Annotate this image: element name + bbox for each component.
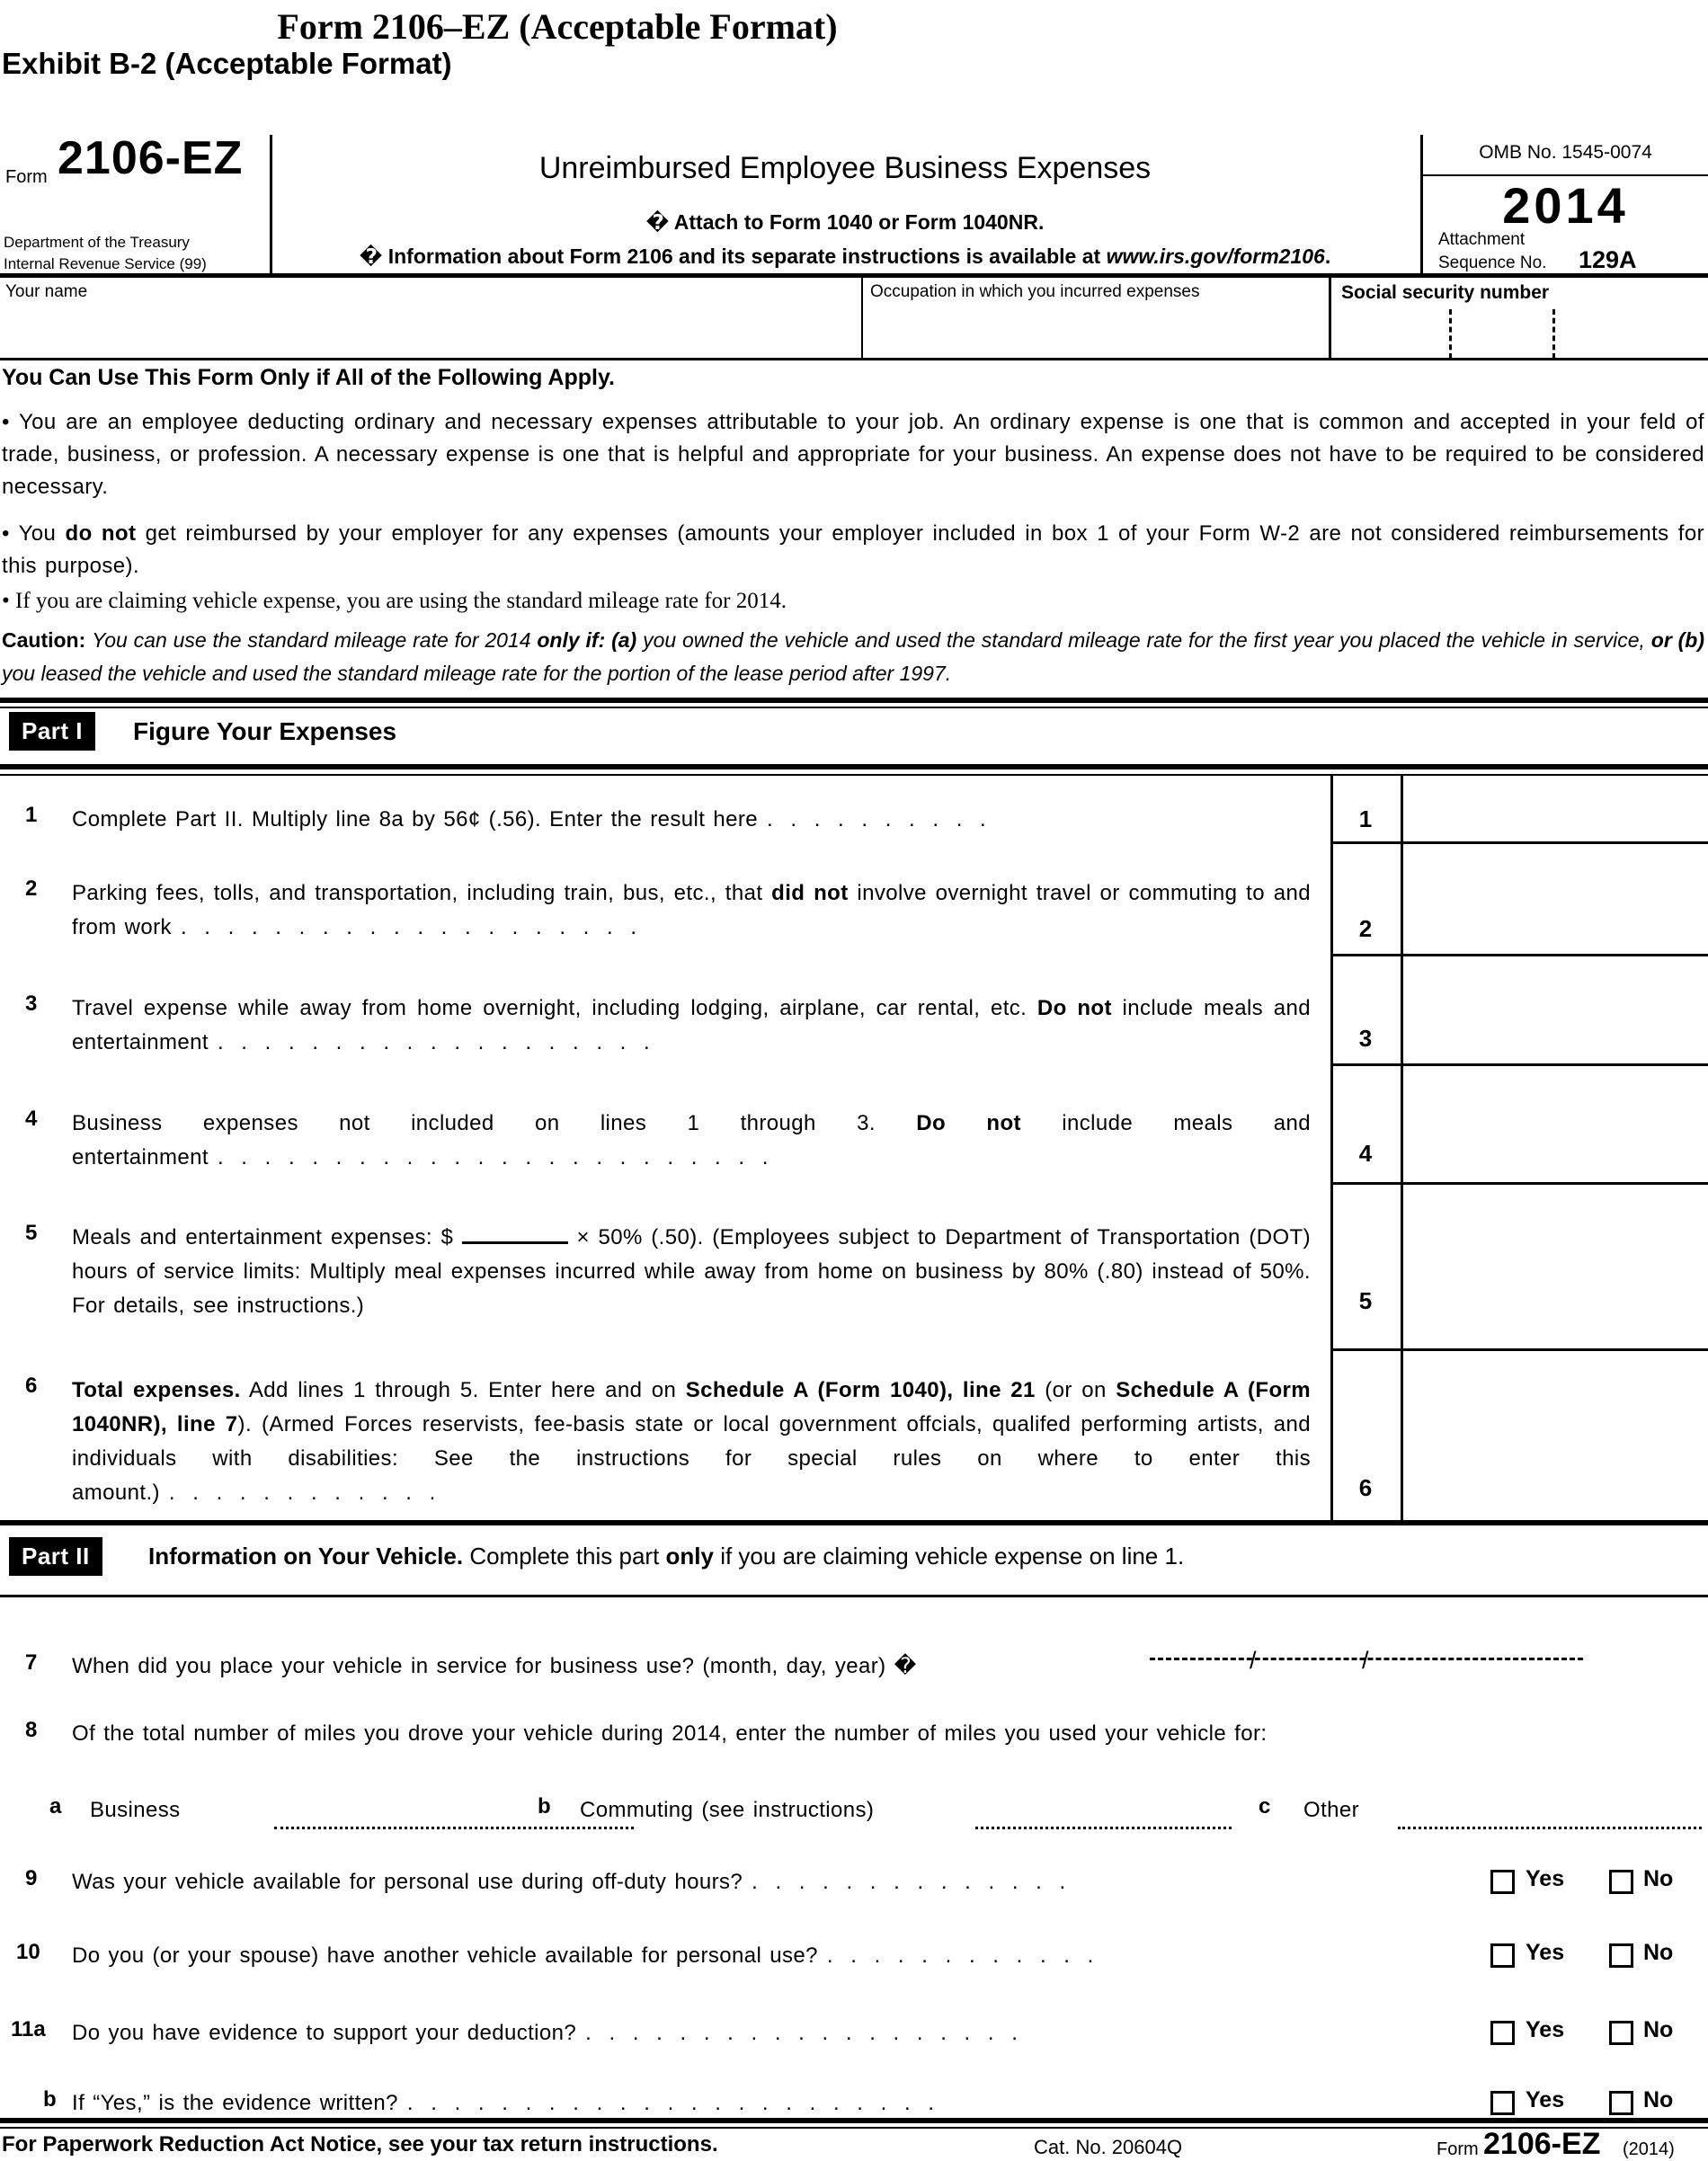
- part1-label: Part I: [9, 712, 95, 751]
- line-11b-yes-checkbox[interactable]: [1490, 2091, 1515, 2115]
- line-6-amount-cell[interactable]: [1404, 1351, 1706, 1520]
- eligibility-bullet-3: • If you are claiming vehicle expense, you are using the standard mileage rate for 2014.: [2, 589, 787, 613]
- info-instruction: � Information about Form 2106 and its separate instructions is available at www.irs.gov/form2106.: [359, 245, 1331, 268]
- identity-divider-2: [1329, 278, 1331, 359]
- line-5-meal-amount-field[interactable]: [449, 1221, 566, 1255]
- part1-title: Figure Your Expenses: [133, 717, 397, 745]
- other-miles-field[interactable]: [1398, 1800, 1702, 1829]
- line-4-amount-cell[interactable]: [1404, 1066, 1706, 1182]
- part2-heading: Information on Your Vehicle. Complete this part only if you are claiming vehicle expense on line 1.: [148, 1543, 1185, 1570]
- line-10-yes-checkbox[interactable]: [1490, 1943, 1515, 1968]
- attach-instruction: � Attach to Form 1040 or Form 1040NR.: [645, 210, 1045, 234]
- line-5-amount-cell[interactable]: [1404, 1185, 1706, 1348]
- irs-label: Internal Revenue Service (99): [4, 255, 207, 272]
- line-7-date-slash-2: /: [1362, 1647, 1369, 1674]
- footer-year: (2014): [1623, 2139, 1675, 2159]
- line-6-text: [72, 1374, 1311, 1510]
- line-3-box-number: 3: [1358, 1025, 1373, 1052]
- ssn-field[interactable]: [1339, 304, 1699, 356]
- line-1-leader: . . . . . . . . . .: [767, 807, 986, 831]
- attachment-label: Attachment: [1438, 230, 1526, 249]
- footer-thin-rule: [0, 2127, 1708, 2129]
- commuting-miles-field[interactable]: [975, 1800, 1232, 1829]
- header-bottom-rule: [0, 273, 1708, 278]
- line-8a-letter: a: [49, 1794, 62, 1819]
- line-10-text: [72, 1940, 1474, 1972]
- part1-top-thin-rule: [0, 707, 1708, 708]
- sequence-label: Sequence No.: [1438, 253, 1547, 272]
- line-5-number: 5: [25, 1221, 38, 1245]
- line-8c-letter: c: [1259, 1794, 1271, 1819]
- line-11a-yes-checkbox[interactable]: [1490, 2021, 1515, 2045]
- part1-table-thick-rule: [0, 764, 1708, 769]
- identity-bottom-rule: [0, 358, 1708, 360]
- line-1-text: [72, 803, 1311, 837]
- line-5-text: [72, 1221, 1311, 1323]
- line-9-no-checkbox[interactable]: [1609, 1870, 1633, 1894]
- line-11a-yes-label: Yes: [1526, 2017, 1565, 2042]
- line-9-yes-label: Yes: [1526, 1866, 1565, 1891]
- eligibility-heading: You Can Use This Form Only if All of the Following Apply.: [2, 365, 615, 390]
- line-4-text-body: Business expenses not included on lines 1 through 3. Do not include meals and entertainment: [72, 1111, 1312, 1169]
- line-7-date-slash-1: /: [1250, 1647, 1257, 1674]
- part1-top-thick-rule: [0, 698, 1708, 703]
- part2-heading-rule: [0, 1595, 1708, 1597]
- line-8b-letter: b: [538, 1794, 551, 1819]
- line-11a-text: [72, 2017, 1474, 2050]
- line-11a-question: Do you have evidence to support your deduction?: [72, 2021, 577, 2045]
- line-2-text-body: Parking fees, tolls, and transportation, including train, bus, etc., that did not involve overnight travel or commuting to and from work: [72, 881, 1311, 939]
- line-11a-number: 11a: [11, 2017, 46, 2041]
- line-3-text-body: Travel expense while away from home overnight, including lodging, airplane, car rental, etc. Do not include meals and entertainment: [72, 996, 1311, 1054]
- eligibility-bullet-2: • You do not get reimbursed by your employer for any expenses (amounts your employer included in box 1 of your Form W-2 are not considered reimbursements for this purpose).: [2, 521, 1704, 578]
- line-9-leader: . . . . . . . . . . . . . .: [752, 1870, 1066, 1894]
- catalog-number: Cat. No. 20604Q: [1034, 2136, 1183, 2158]
- sequence-number: 129A: [1579, 246, 1637, 273]
- tax-year: 2014: [1502, 177, 1629, 234]
- line-10-no-label: No: [1643, 1940, 1674, 1965]
- footer-form-number: 2106-EZ: [1483, 2127, 1601, 2161]
- line-2-leader: . . . . . . . . . . . . . . . . . . . .: [180, 915, 637, 939]
- line-10-number: 10: [16, 1940, 40, 1964]
- number-column-right-rule: [1401, 776, 1403, 1520]
- line-6-box-number: 6: [1358, 1474, 1373, 1501]
- line-7-text: When did you place your vehicle in service for business use? (month, day, year) �: [72, 1654, 917, 1678]
- line-3-leader: . . . . . . . . . . . . . . . . . . .: [217, 1030, 650, 1054]
- line-11b-question: If “Yes,” is the evidence written?: [72, 2091, 398, 2115]
- line-9-yes-checkbox[interactable]: [1490, 1870, 1515, 1894]
- line-1-amount-cell[interactable]: [1404, 776, 1706, 841]
- line-9-question: Was your vehicle available for personal use during off-duty hours?: [72, 1870, 743, 1894]
- part2-label: Part II: [9, 1537, 102, 1576]
- line-1-number: 1: [25, 803, 38, 827]
- line-3-amount-cell[interactable]: [1404, 956, 1706, 1063]
- line-4-leader: . . . . . . . . . . . . . . . . . . . . . . . .: [217, 1145, 769, 1169]
- exhibit-title: Exhibit B-2 (Acceptable Format): [2, 47, 452, 80]
- line-1-box-number: 1: [1358, 805, 1373, 832]
- line-4-number: 4: [25, 1107, 38, 1131]
- line-6-leader: . . . . . . . . . . . .: [168, 1481, 436, 1505]
- line-11a-no-checkbox[interactable]: [1609, 2021, 1633, 2045]
- line-1-text-body: Complete Part II. Multiply line 8a by 56¢ (.56). Enter the result here: [72, 807, 759, 831]
- line-2-text: [72, 876, 1311, 945]
- identity-divider-1: [861, 278, 863, 359]
- line-10-question: Do you (or your spouse) have another vehicle available for personal use?: [72, 1943, 818, 1968]
- line-8b-label: Commuting (see instructions): [580, 1798, 875, 1822]
- line-6-number: 6: [25, 1374, 38, 1398]
- line-5-text-body: Meals and entertainment expenses: $ × 50% (.50). (Employees subject to Department of Transportation (DOT) hours of service limits: Multiply meal expenses incurred while away from home on business by 80% (.80) instead of 50%. For details, see instructions.): [72, 1225, 1311, 1318]
- line-8a-label: Business: [90, 1798, 181, 1822]
- line-11b-leader: . . . . . . . . . . . . . . . . . . . . . . .: [406, 2091, 934, 2115]
- line-3-text: [72, 992, 1311, 1060]
- line-4-text: [72, 1107, 1311, 1175]
- form-title: Unreimbursed Employee Business Expenses: [538, 151, 1152, 185]
- occupation-label: Occupation in which you incurred expenses: [870, 282, 1200, 301]
- line-2-box-number: 2: [1358, 915, 1373, 942]
- line-8-number: 8: [25, 1718, 38, 1742]
- line-6-text-body: Total expenses. Add lines 1 through 5. Enter here and on Schedule A (Form 1040), line 21 (or on Schedule A (Form 1040NR), line 7). (Armed Forces reservists, fee-basis state or local government offcials, qualifed performing artists, and individuals with disabilities: See the instructions for special rules on where to enter this amount.): [72, 1378, 1311, 1505]
- line-9-no-label: No: [1643, 1866, 1674, 1891]
- line-11b-yes-label: Yes: [1526, 2087, 1565, 2112]
- line-11b-text: [72, 2087, 1474, 2120]
- line-2-number: 2: [25, 876, 38, 901]
- part1-bottom-rule: [0, 1520, 1708, 1525]
- paperwork-notice: For Paperwork Reduction Act Notice, see your tax return instructions.: [2, 2132, 718, 2157]
- document-serif-title: Form 2106–EZ (Acceptable Format): [277, 6, 838, 47]
- ssn-label: Social security number: [1341, 282, 1550, 303]
- dept-treasury-label: Department of the Treasury: [4, 234, 190, 251]
- line-11b-no-checkbox[interactable]: [1609, 2091, 1633, 2115]
- line-10-yes-label: Yes: [1526, 1940, 1565, 1965]
- footer-form-word: Form: [1437, 2139, 1479, 2159]
- eligibility-bullet-1: • You are an employee deducting ordinary and necessary expenses attributable to your job. An ordinary expense is one that is common and accepted in your feld of trade, business, or profession. A necessary expense is one that is helpful and appropriate for your business. An expense does not have to be required to be considered necessary.: [2, 410, 1704, 499]
- line-10-no-checkbox[interactable]: [1609, 1943, 1633, 1968]
- line-8-text: Of the total number of miles you drove your vehicle during 2014, enter the number of miles you used your vehicle for:: [72, 1721, 1268, 1746]
- line-11a-no-label: No: [1643, 2017, 1674, 2042]
- form-word-label: Form: [5, 167, 48, 187]
- your-name-label: Your name: [5, 282, 88, 301]
- line-11b-letter: b: [43, 2087, 57, 2112]
- line-7-number: 7: [25, 1650, 38, 1675]
- line-11b-no-label: No: [1643, 2087, 1674, 2112]
- line-2-amount-cell[interactable]: [1404, 844, 1706, 954]
- line-4-box-number: 4: [1358, 1140, 1373, 1167]
- line-5-box-number: 5: [1358, 1287, 1373, 1314]
- line-10-leader: . . . . . . . . . . . .: [826, 1943, 1094, 1968]
- footer-thick-rule: [0, 2118, 1708, 2123]
- line-3-number: 3: [25, 992, 38, 1016]
- your-name-field[interactable]: [0, 304, 854, 356]
- occupation-field[interactable]: [867, 304, 1321, 356]
- omb-number: OMB No. 1545-0074: [1479, 142, 1652, 163]
- caution-note: Caution: You can use the standard mileage rate for 2014 only if: (a) you owned the vehicle and used the standard mileage rate for the first year you placed the vehicle in service, or (b) you leased the vehicle and used the standard mileage rate for the portion of the lease period after 1997.: [2, 628, 1705, 685]
- line-9-number: 9: [25, 1866, 38, 1890]
- form-number: 2106-EZ: [58, 132, 244, 184]
- line-8c-label: Other: [1303, 1798, 1360, 1822]
- line-9-text: [72, 1866, 1474, 1899]
- line-11a-leader: . . . . . . . . . . . . . . . . . . .: [585, 2021, 1018, 2045]
